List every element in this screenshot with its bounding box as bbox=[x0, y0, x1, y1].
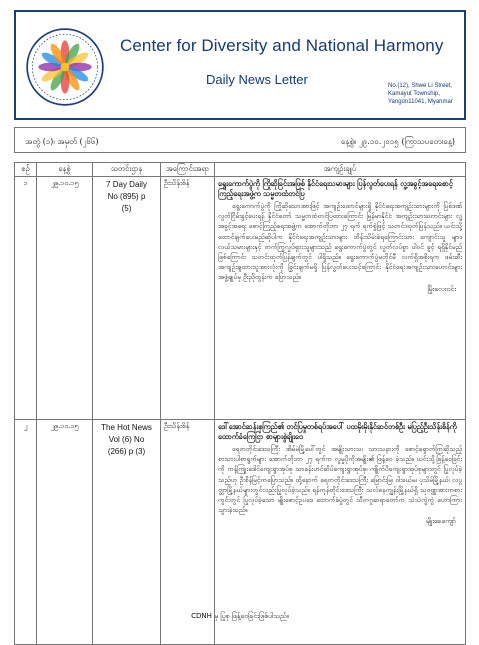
article-signature: မျိုးခေကျော် bbox=[426, 517, 456, 526]
source-line: Vol (6) No bbox=[108, 435, 145, 444]
source-line: No (895) p bbox=[107, 192, 146, 201]
row-source bbox=[93, 420, 161, 645]
article-body: ရွေးကောက်ပွဲကို ကြိုဆိုသောအားဖြင့် အကျဉ်းထောင်များရှိ နိုင်ငံရေးအကျဉ်းသားများကို ပြစ်ဒဏ်လွတ်ငြိမ်းခွင့်ပေးရန် နိုင်ငံတော် သမ္မတထံတင်ပြထားကြောင်း မြန်မာနိုင်ငံ အကျဉ်းသားဟောင်းများ လူ့အခွင့်အရေး စောင့်ကြည့်ရေးအဖွဲ့က အောက်တိုဘာ ၂၇ ရက် ရက်စွဲဖြင့် သတင်းထုတ်ပြန်သည်။ ယင်းသို့ ထောင်ချက်ပေးမည်ဆိုပါက နိုင်ငံရေးအကျဉ်းသားများ ထိန်းသိမ်းခံရကြောင်းသား ကျောင်းသူ များ၊ လယ်သမားများနှင့် တက်ကြွလှုပ်ရှားသူများသည် ရွေးကောက်ပွဲတွင် လွတ်လပ်စွာ ပါဝင် ခွင့် ရရှိနိုင်မည်ဖြစ်ကြောင်း သတင်းထုတ်ပြန်ချက်တွင် ပါရှိသည်။ ရွေးကောက်ပွဲမတိုင်မီ လက်ရှိအစိုးရက ဖမ်းဆီးအကျဉ်းချထားသူအားလုံးကို ခြွင်းချက်မရှိ ပြန်လွတ်ပေးသင့်ကြောင်း နိုင်ငံရေးအကျဉ်းသားဟောင်းများ အဖွဲ့ချုပ်မှ ဦးညိုထွန်းက ပြောသည်။ bbox=[218, 202, 462, 282]
source-line: The Hot News bbox=[101, 423, 152, 432]
address-block bbox=[388, 82, 453, 106]
source-line: (5) bbox=[121, 204, 132, 213]
issue-date: နေ့စွဲ။ ၂၉.၁၀.၂၀၁၅ (ကြာသပတေးနေ့) bbox=[340, 137, 455, 146]
row-date: ၂၉.၁၀.၁၅ bbox=[37, 420, 93, 645]
news-table bbox=[14, 162, 466, 645]
table-row bbox=[15, 420, 466, 645]
article-headline: ဒေါ်အောင်ဆန်းစုကြည်၏ တင်ပြမှုတစ်ရပ်အပေါ် ပထမိုးမိုးနိုင်ဆင်တစ်ဦး မပြည့်ဦးသိန်းစိန်ကို ထောက်ခံကြေငြာ စာများစွဲချိုးဝေ bbox=[218, 422, 457, 441]
table-row bbox=[15, 177, 466, 420]
row-source bbox=[93, 177, 161, 420]
row-number: ၂ bbox=[15, 420, 37, 645]
column-header-no: စဉ် bbox=[15, 163, 37, 177]
address-line: Kamayut Township, bbox=[388, 91, 440, 97]
row-summary bbox=[215, 420, 466, 645]
newsletter-header bbox=[14, 10, 466, 120]
row-date: ၂၉.၁၀.၁၅ bbox=[37, 177, 93, 420]
issue-bar bbox=[14, 127, 466, 153]
row-subject: ဦးသိန်းစိန် bbox=[161, 177, 215, 420]
footer-note: CDNH မှ ပြုစု ဖြန့်ဝေခြင်းဖြစ်ပါသည်။ bbox=[191, 612, 289, 620]
column-header-subject: အကြောင်းအရာ bbox=[161, 163, 215, 177]
source-line: 7 Day Daily bbox=[106, 180, 147, 189]
source-line: (266) p (3) bbox=[107, 447, 146, 456]
cdnh-logo-icon bbox=[22, 24, 108, 110]
article-body: ရေတတိုင်းဒေသကြီး အိမ်မဲမြို့ပေါ်တွင် အမျိုးသားသ၊ သားသနားကို စောင့်ရှောက်ကြဆိုသည့် စာသားပါစာရွက်များ အောက်တိုဘာ ၂၇ ရက်က လူမှုပိုကိုအမျိုး၏ ဖြန့်ဝေ ခဲ့သည်။ ယင်းသို့ဖြန့်ဝေခြင်းကို ကန့်ကြူးဒေါင်ကျေးရွာအုပ်စု သာခန်းဟင်ဆိပ်ကျေးရွာအုပ်စု၊ ကျိုက်ပိကျေးရွာအုပ်စုများတွင် ပြုလုပ်ခဲ့သည်ဟု ဦးစိန်မြင့်ကပြောသည်။ ထို့နောက် ရေတတိုင်းဒေသကြီး မြောင်းမြ၊ ဝါးခယ်မ၊ ပုသိမ်မြို့နယ်၊ လပွတ္တာမြို့နယ်များတွင်လည်းပြုလုပ်ခဲ့သည်။ ရန်ကုန်တိုင်းဒေသကြီး သလ်ဓနကျွန်းမြို့နယ်ရှိ သုဝဏ္ဏအားကစားကွင်းတွင် ပြုလုပ်ခဲ့သော မျိုးစောင့်ဥပဒေ ထောက်ခံပွဲတွင် သီတဂူဆရာတော်က သဲသဲကွဲကွဲ ဟောကြားသွားခဲ့သည်။ bbox=[218, 445, 462, 515]
column-header-date: နေ့စွဲ bbox=[37, 163, 93, 177]
address-line: Yangon11041, Myanmar bbox=[388, 99, 453, 105]
article-headline: ရွေးကောက်ပွဲကို ကြိုဆိုခြင်းအဖြစ် နိုင်ငံရေးသမားများ ပြန်လွတ်ပေးရန် လူ့အခွင့်အရေးစောင့်ကြည့်ရေးအဖွဲ့က သမ္မတထံတင်ပြ bbox=[218, 179, 453, 198]
address-line: No.(12), Shwe Li Street, bbox=[388, 83, 453, 89]
table-header-row bbox=[15, 163, 466, 177]
column-header-summary: အကျဉ်းချုပ် bbox=[215, 163, 466, 177]
row-subject: ဦးသိန်းစိန် bbox=[161, 420, 215, 645]
newsletter-page bbox=[14, 10, 466, 624]
issue-number: အတွဲ (၁)၊ အမှတ် (၂၆၆) bbox=[25, 137, 99, 146]
article-signature: မြိုးလေးဝင်း bbox=[427, 284, 456, 293]
column-header-source: သတင်းဌာန bbox=[93, 163, 161, 177]
row-number: ၁ bbox=[15, 177, 37, 420]
org-title: Center for Diversity and National Harmony bbox=[120, 36, 444, 55]
newsletter-title: Daily News Letter bbox=[206, 72, 308, 87]
row-summary bbox=[215, 177, 466, 420]
